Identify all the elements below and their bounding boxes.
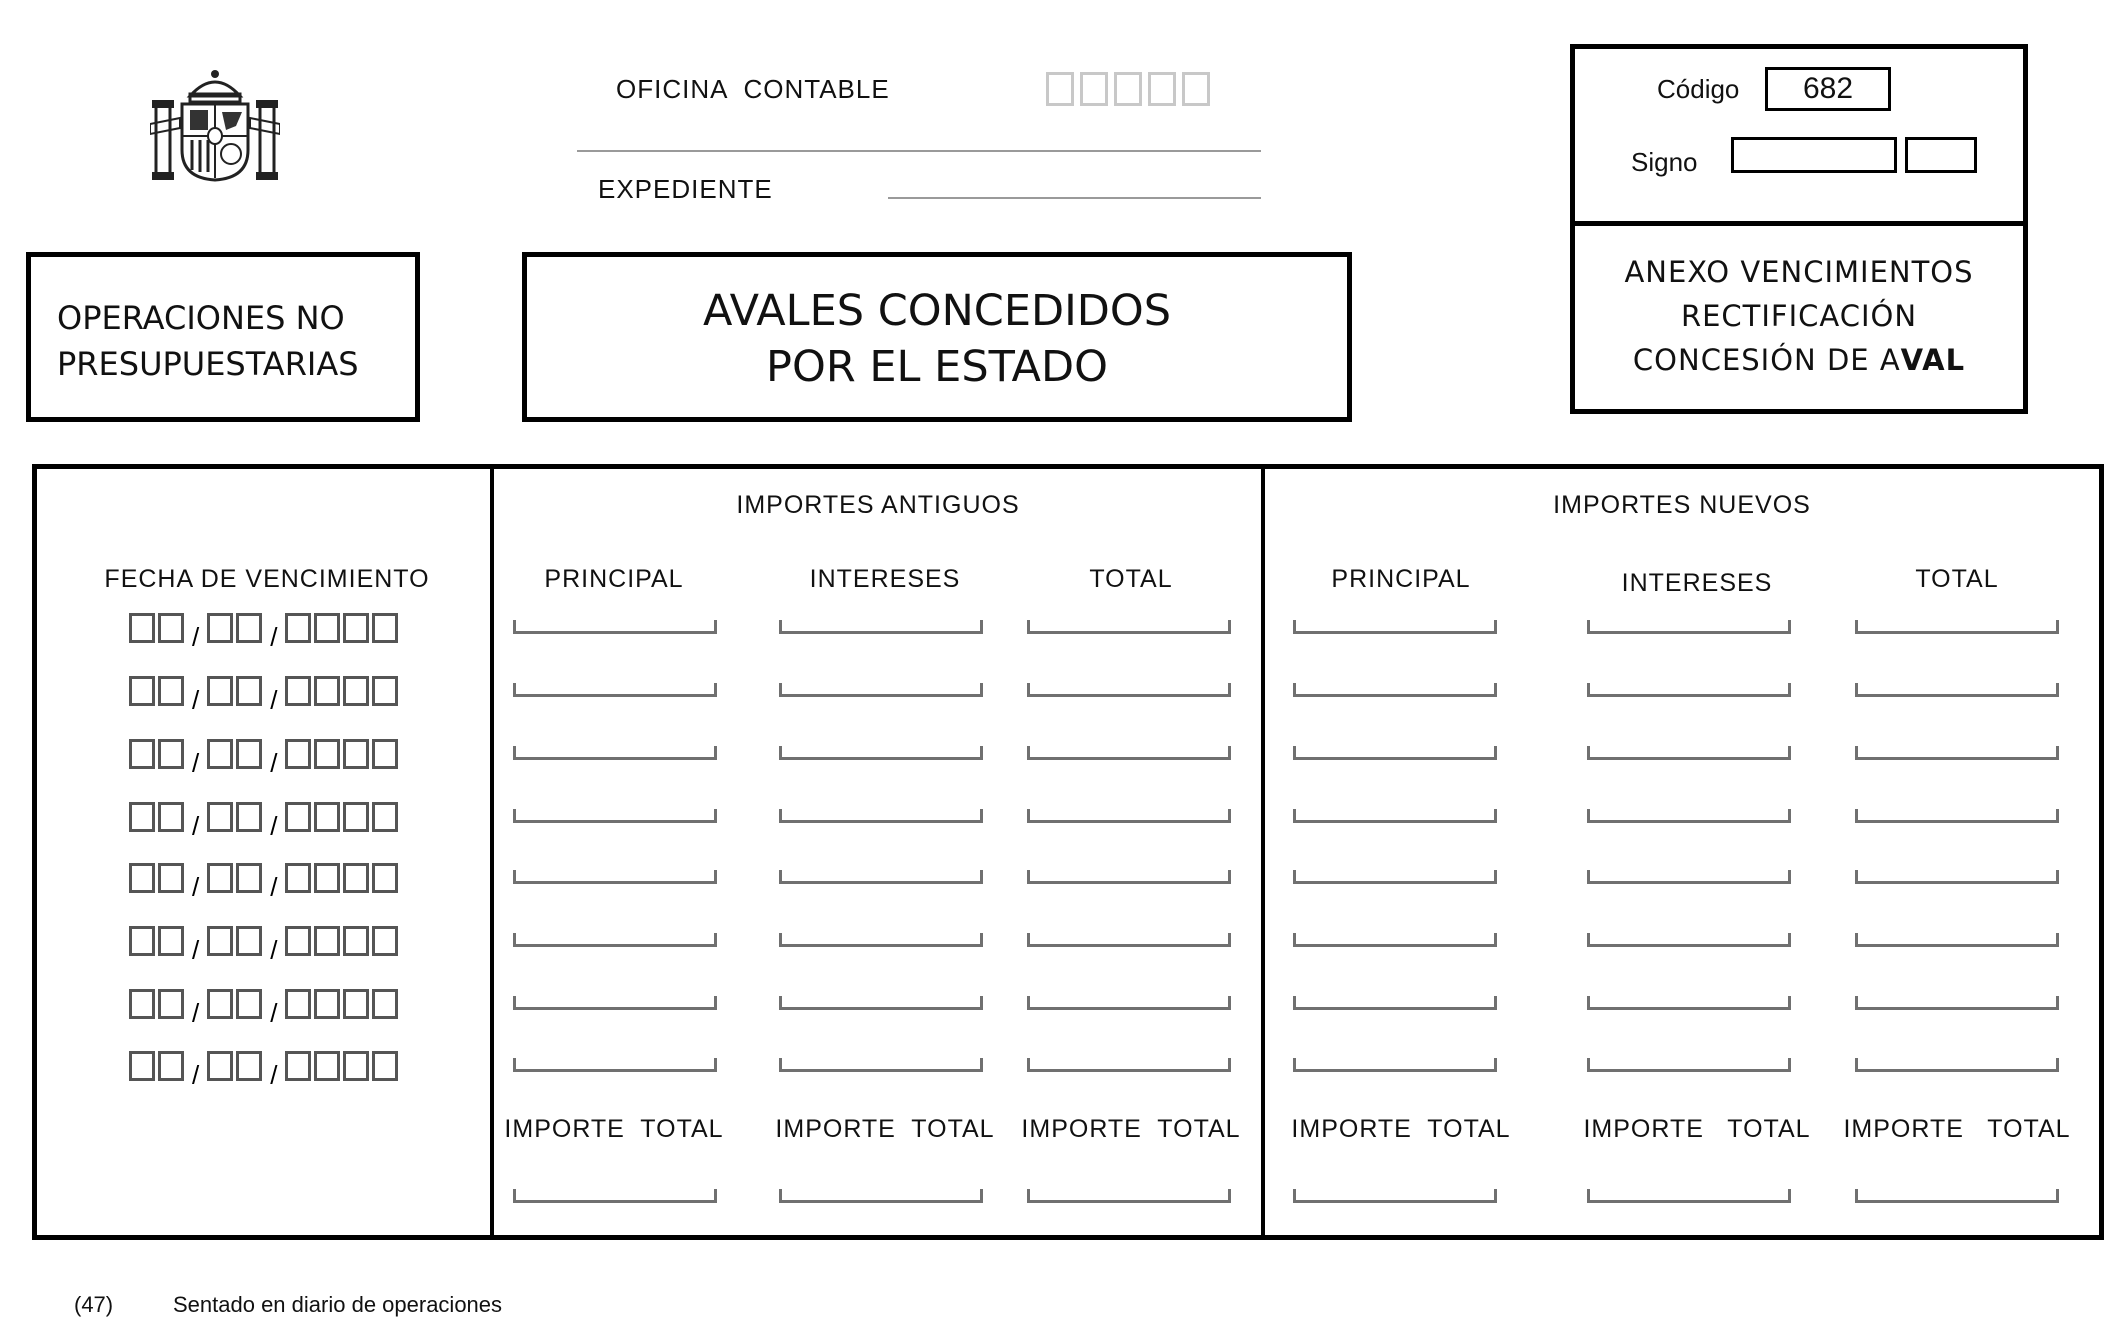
importe-total-label: IMPORTE TOTAL — [504, 1115, 724, 1143]
date-input[interactable] — [129, 926, 398, 965]
amount-field[interactable] — [1855, 809, 2059, 823]
operaciones-text — [57, 295, 359, 387]
date-separator: / — [192, 685, 200, 715]
digit-box — [343, 613, 369, 643]
digit-box — [285, 676, 311, 706]
digit-box — [314, 613, 340, 643]
amount-field[interactable] — [1855, 1189, 2059, 1203]
digit-box — [285, 863, 311, 893]
date-separator: / — [270, 1060, 278, 1090]
date-separator: / — [192, 1060, 200, 1090]
digit-box — [129, 739, 155, 769]
column-header: INTERESES — [1621, 569, 1773, 597]
date-part — [129, 989, 184, 1019]
group-old-header: IMPORTES ANTIGUOS — [736, 491, 1020, 519]
digit-box — [285, 989, 311, 1019]
date-part — [285, 613, 398, 643]
date-part — [129, 676, 184, 706]
digit-box — [343, 989, 369, 1019]
amount-field[interactable] — [1027, 809, 1231, 823]
digit-box — [158, 802, 184, 832]
date-part — [129, 1051, 184, 1081]
code-square — [1114, 72, 1142, 106]
operaciones-box — [26, 252, 420, 422]
importe-total-label: IMPORTE TOTAL — [1583, 1115, 1811, 1143]
amount-field[interactable] — [1855, 996, 2059, 1010]
digit-box — [236, 926, 262, 956]
date-part — [285, 676, 398, 706]
title-line-1: AVALES CONCEDIDOS — [702, 286, 1172, 336]
amount-field[interactable] — [1027, 933, 1231, 947]
amount-field[interactable] — [1293, 1189, 1497, 1203]
importe-total-label: IMPORTE TOTAL — [775, 1115, 995, 1143]
amount-field[interactable] — [1587, 870, 1791, 884]
amount-field[interactable] — [1027, 870, 1231, 884]
digit-box — [129, 926, 155, 956]
amount-field[interactable] — [1293, 683, 1497, 697]
importe-total-label: IMPORTE TOTAL — [1291, 1115, 1511, 1143]
footer-text: Sentado en diario de operaciones — [173, 1292, 503, 1317]
annex-line-3-prefix: CONCESIÓN DE A — [1632, 343, 1901, 377]
date-part — [207, 1051, 262, 1081]
annex-line-3 — [1575, 338, 2023, 382]
importe-total-label: IMPORTE TOTAL — [1843, 1115, 2071, 1143]
date-part — [285, 802, 398, 832]
digit-box — [129, 676, 155, 706]
digit-box — [236, 613, 262, 643]
digit-box — [158, 926, 184, 956]
date-separator: / — [192, 811, 200, 841]
digit-box — [372, 989, 398, 1019]
digit-box — [129, 989, 155, 1019]
digit-box — [207, 863, 233, 893]
digit-box — [158, 739, 184, 769]
digit-box — [236, 989, 262, 1019]
amount-field[interactable] — [779, 1189, 983, 1203]
amount-field[interactable] — [1587, 933, 1791, 947]
amount-field[interactable] — [779, 683, 983, 697]
importe-total-label: IMPORTE TOTAL — [1021, 1115, 1241, 1143]
date-input[interactable] — [129, 802, 398, 841]
column-header: PRINCIPAL — [1331, 565, 1471, 593]
date-separator: / — [192, 998, 200, 1028]
amount-field[interactable] — [513, 746, 717, 760]
main-table — [32, 464, 2104, 1240]
date-input[interactable] — [129, 739, 398, 778]
digit-box — [158, 1051, 184, 1081]
date-separator: / — [270, 622, 278, 652]
code-box-top — [1575, 49, 2023, 226]
amount-field[interactable] — [1293, 1058, 1497, 1072]
amount-field[interactable] — [1027, 1058, 1231, 1072]
digit-box — [285, 802, 311, 832]
digit-box — [314, 926, 340, 956]
digit-box — [314, 989, 340, 1019]
digit-box — [207, 676, 233, 706]
digit-box — [343, 676, 369, 706]
amount-field[interactable] — [1587, 620, 1791, 634]
date-part — [207, 676, 262, 706]
digit-box — [236, 739, 262, 769]
amount-field[interactable] — [513, 809, 717, 823]
title-box — [522, 252, 1352, 422]
signo-label: Signo — [1631, 147, 1698, 177]
amount-field[interactable] — [1587, 809, 1791, 823]
date-input[interactable] — [129, 1051, 398, 1090]
digit-box — [158, 676, 184, 706]
amount-field[interactable] — [779, 746, 983, 760]
amount-field[interactable] — [1587, 996, 1791, 1010]
column-divider — [1261, 469, 1265, 1235]
date-separator: / — [270, 685, 278, 715]
amount-field[interactable] — [513, 1058, 717, 1072]
date-input[interactable] — [129, 613, 398, 652]
digit-box — [236, 1051, 262, 1081]
codigo-value: 682 — [1802, 72, 1854, 105]
date-part — [285, 989, 398, 1019]
date-separator: / — [270, 935, 278, 965]
date-separator: / — [192, 748, 200, 778]
date-input[interactable] — [129, 863, 398, 902]
date-part — [207, 613, 262, 643]
digit-box — [207, 802, 233, 832]
amount-field[interactable] — [1027, 683, 1231, 697]
amount-field[interactable] — [779, 996, 983, 1010]
digit-box — [285, 1051, 311, 1081]
amount-field[interactable] — [1855, 1058, 2059, 1072]
amount-field[interactable] — [513, 996, 717, 1010]
amount-field[interactable] — [1293, 996, 1497, 1010]
date-part — [207, 863, 262, 893]
code-square — [1046, 72, 1074, 106]
header-divider — [577, 150, 1261, 152]
digit-box — [129, 802, 155, 832]
date-separator: / — [192, 935, 200, 965]
amount-field[interactable] — [1855, 683, 2059, 697]
fecha-header: FECHA DE VENCIMIENTO — [104, 565, 430, 593]
digit-box — [129, 863, 155, 893]
digit-box — [343, 739, 369, 769]
digit-box — [372, 613, 398, 643]
amount-field[interactable] — [1293, 809, 1497, 823]
date-separator: / — [270, 748, 278, 778]
date-separator: / — [270, 998, 278, 1028]
annex-text — [1575, 226, 2023, 382]
digit-box — [158, 989, 184, 1019]
date-part — [129, 926, 184, 956]
footer-ref: (47) — [74, 1292, 114, 1317]
digit-box — [207, 1051, 233, 1081]
digit-box — [314, 802, 340, 832]
amount-field[interactable] — [1293, 746, 1497, 760]
date-part — [129, 802, 184, 832]
date-separator: / — [192, 872, 200, 902]
amount-field[interactable] — [1587, 746, 1791, 760]
operaciones-line-1: OPERACIONES NO — [57, 299, 345, 337]
date-input[interactable] — [129, 989, 398, 1028]
date-part — [285, 926, 398, 956]
digit-box — [129, 613, 155, 643]
amount-field[interactable] — [1027, 1189, 1231, 1203]
date-part — [207, 989, 262, 1019]
digit-box — [372, 676, 398, 706]
codigo-label: Código — [1657, 74, 1740, 104]
amount-field[interactable] — [779, 620, 983, 634]
amount-field[interactable] — [1587, 1189, 1791, 1203]
codigo-field[interactable] — [1765, 67, 1891, 111]
digit-box — [158, 863, 184, 893]
date-separator: / — [192, 622, 200, 652]
digit-box — [372, 926, 398, 956]
code-square — [1148, 72, 1176, 106]
date-input[interactable] — [129, 676, 398, 715]
amount-field[interactable] — [1027, 996, 1231, 1010]
date-separator: / — [270, 811, 278, 841]
date-separator: / — [270, 872, 278, 902]
column-header: TOTAL — [1089, 565, 1173, 593]
amount-field[interactable] — [779, 870, 983, 884]
amount-field[interactable] — [513, 683, 717, 697]
code-square — [1182, 72, 1210, 106]
page-title — [527, 257, 1347, 395]
digit-box — [207, 613, 233, 643]
annex-line-1: ANEXO VENCIMIENTOS — [1624, 255, 1974, 289]
digit-box — [314, 676, 340, 706]
digit-box — [372, 863, 398, 893]
date-part — [285, 739, 398, 769]
digit-box — [314, 739, 340, 769]
signo-field-small[interactable] — [1905, 137, 1977, 173]
oficina-contable-label: OFICINA CONTABLE — [616, 74, 890, 104]
digit-box — [372, 802, 398, 832]
digit-box — [236, 802, 262, 832]
title-line-2: POR EL ESTADO — [766, 342, 1108, 392]
column-header: TOTAL — [1915, 565, 1999, 593]
digit-box — [158, 613, 184, 643]
date-part — [129, 739, 184, 769]
signo-field[interactable] — [1731, 137, 1897, 173]
digit-box — [372, 1051, 398, 1081]
amount-field[interactable] — [1027, 746, 1231, 760]
date-part — [207, 926, 262, 956]
amount-field[interactable] — [1855, 746, 2059, 760]
amount-field[interactable] — [1587, 1058, 1791, 1072]
oficina-code-input[interactable] — [1046, 72, 1210, 106]
digit-box — [314, 863, 340, 893]
date-part — [285, 1051, 398, 1081]
digit-box — [285, 613, 311, 643]
column-header: INTERESES — [809, 565, 961, 593]
amount-field[interactable] — [1587, 683, 1791, 697]
digit-box — [372, 739, 398, 769]
operaciones-line-2: PRESUPUESTARIAS — [57, 345, 359, 383]
digit-box — [285, 739, 311, 769]
expediente-field[interactable] — [888, 197, 1261, 199]
amount-field[interactable] — [1855, 870, 2059, 884]
code-box — [1570, 44, 2028, 414]
digit-box — [129, 1051, 155, 1081]
digit-box — [343, 926, 369, 956]
date-part — [285, 863, 398, 893]
annex-line-3-bold: VAL — [1900, 343, 1966, 377]
amount-field[interactable] — [1293, 870, 1497, 884]
digit-box — [236, 676, 262, 706]
date-part — [207, 802, 262, 832]
column-header: PRINCIPAL — [544, 565, 684, 593]
amount-field[interactable] — [513, 870, 717, 884]
expediente-label: EXPEDIENTE — [598, 174, 773, 204]
annex-line-2: RECTIFICACIÓN — [1680, 299, 1918, 333]
code-square — [1080, 72, 1108, 106]
digit-box — [343, 802, 369, 832]
amount-field[interactable] — [1293, 933, 1497, 947]
digit-box — [207, 989, 233, 1019]
digit-box — [314, 1051, 340, 1081]
amount-field[interactable] — [513, 933, 717, 947]
amount-field[interactable] — [1293, 620, 1497, 634]
amount-field[interactable] — [779, 933, 983, 947]
amount-field[interactable] — [1855, 620, 2059, 634]
amount-field[interactable] — [1855, 933, 2059, 947]
amount-field[interactable] — [513, 1189, 717, 1203]
digit-box — [236, 863, 262, 893]
date-part — [129, 613, 184, 643]
digit-box — [207, 926, 233, 956]
digit-box — [343, 863, 369, 893]
date-part — [129, 863, 184, 893]
group-new-header: IMPORTES NUEVOS — [1553, 491, 1811, 519]
coat-of-arms-icon — [150, 66, 280, 182]
date-part — [207, 739, 262, 769]
amount-field[interactable] — [513, 620, 717, 634]
amount-field[interactable] — [1027, 620, 1231, 634]
digit-box — [343, 1051, 369, 1081]
amount-field[interactable] — [779, 1058, 983, 1072]
digit-box — [285, 926, 311, 956]
amount-field[interactable] — [779, 809, 983, 823]
digit-box — [207, 739, 233, 769]
